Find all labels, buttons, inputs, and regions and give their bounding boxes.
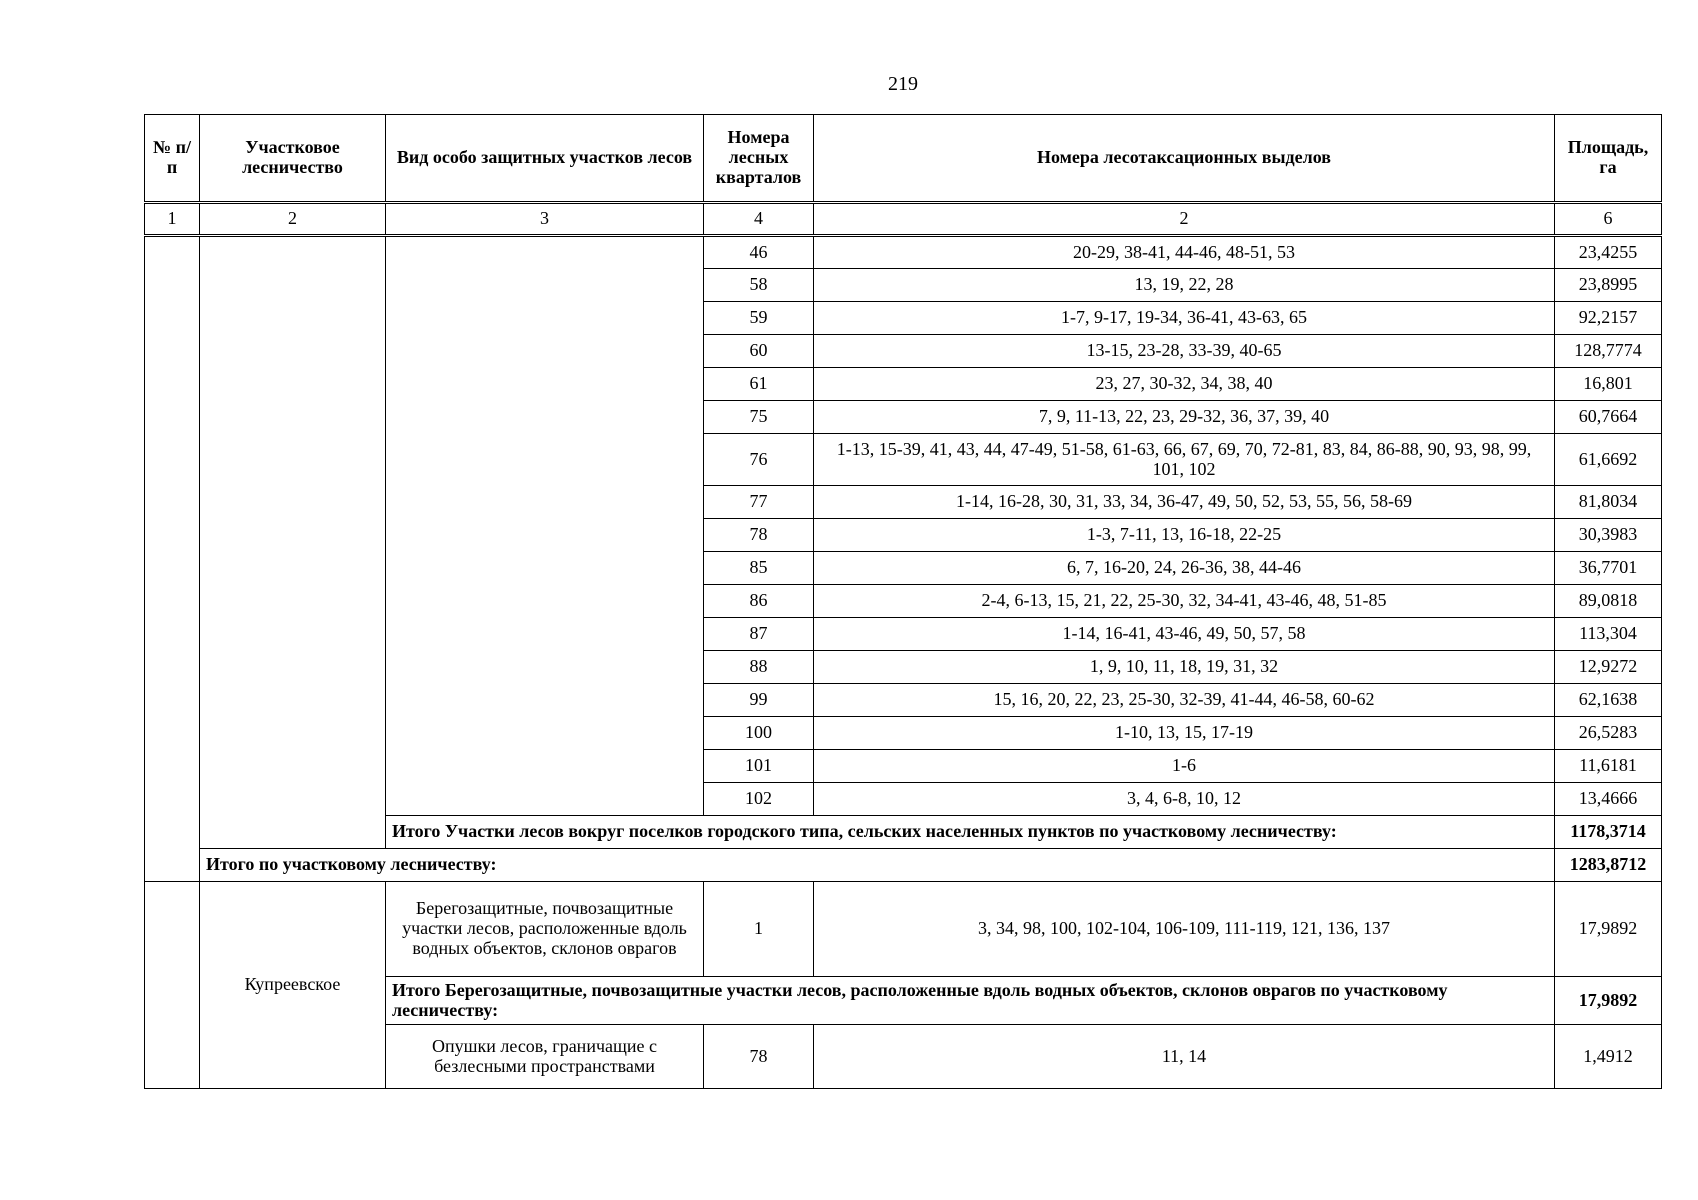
column-number-row <box>145 203 1662 236</box>
header-plots: Номера лесотаксационных выделов <box>814 115 1555 203</box>
plots-cell: 3, 34, 98, 100, 102-104, 106-109, 111-119, 121, 136, 137 <box>814 882 1555 977</box>
area-cell: 92,2157 <box>1555 302 1662 335</box>
area-cell: 26,5283 <box>1555 717 1662 750</box>
column-number: 2 <box>814 203 1555 236</box>
area-cell: 23,4255 <box>1555 236 1662 269</box>
page-number: 219 <box>888 73 918 95</box>
district-total-label: Итого по участковому лесничеству: <box>200 849 1555 882</box>
plots-cell: 6, 7, 16-20, 24, 26-36, 38, 44-46 <box>814 552 1555 585</box>
district-total-row <box>145 849 1662 882</box>
plots-cell: 1-13, 15-39, 41, 43, 44, 47-49, 51-58, 61-63, 66, 67, 69, 70, 72-81, 83, 84, 86-88, 90, 93, 98, 99, 101, 102 <box>814 434 1555 486</box>
quarter-cell: 76 <box>704 434 814 486</box>
table-header-row <box>145 115 1662 203</box>
header-number: № п/п <box>145 115 200 203</box>
table-row <box>145 236 1662 269</box>
quarter-cell: 60 <box>704 335 814 368</box>
plots-cell: 1-14, 16-28, 30, 31, 33, 34, 36-47, 49, 50, 52, 53, 55, 56, 58-69 <box>814 486 1555 519</box>
quarter-cell: 85 <box>704 552 814 585</box>
area-cell: 16,801 <box>1555 368 1662 401</box>
quarter-cell: 87 <box>704 618 814 651</box>
number-cell-empty <box>145 236 200 882</box>
area-cell: 17,9892 <box>1555 882 1662 977</box>
area-cell: 89,0818 <box>1555 585 1662 618</box>
protective-forest-table <box>144 114 1662 1089</box>
header-type: Вид особо защитных участков лесов <box>386 115 704 203</box>
plots-cell: 1-7, 9-17, 19-34, 36-41, 43-63, 65 <box>814 302 1555 335</box>
district-name: Купреевское <box>200 882 386 1089</box>
plots-cell: 15, 16, 20, 22, 23, 25-30, 32-39, 41-44, 46-58, 60-62 <box>814 684 1555 717</box>
plots-cell: 1-10, 13, 15, 17-19 <box>814 717 1555 750</box>
quarter-cell: 101 <box>704 750 814 783</box>
column-number: 6 <box>1555 203 1662 236</box>
type-cell: Опушки лесов, граничащие с безлесными пространствами <box>386 1025 704 1089</box>
district-cell-empty <box>200 236 386 849</box>
area-cell: 30,3983 <box>1555 519 1662 552</box>
area-cell: 128,7774 <box>1555 335 1662 368</box>
area-cell: 62,1638 <box>1555 684 1662 717</box>
area-cell: 1,4912 <box>1555 1025 1662 1089</box>
table-row <box>145 882 1662 977</box>
area-cell: 81,8034 <box>1555 486 1662 519</box>
district-total-value: 1283,8712 <box>1555 849 1662 882</box>
plots-cell: 3, 4, 6-8, 10, 12 <box>814 783 1555 816</box>
area-cell: 113,304 <box>1555 618 1662 651</box>
quarter-cell: 59 <box>704 302 814 335</box>
subtotal-label: Итого Берегозащитные, почвозащитные участки лесов, расположенные вдоль водных объектов, склонов оврагов по участковому лесничеству: <box>386 977 1555 1025</box>
plots-cell: 1-6 <box>814 750 1555 783</box>
header-district: Участковое лесничество <box>200 115 386 203</box>
plots-cell: 23, 27, 30-32, 34, 38, 40 <box>814 368 1555 401</box>
column-number: 4 <box>704 203 814 236</box>
area-cell: 23,8995 <box>1555 269 1662 302</box>
type-cell-empty <box>386 236 704 816</box>
area-cell: 11,6181 <box>1555 750 1662 783</box>
plots-cell: 13, 19, 22, 28 <box>814 269 1555 302</box>
plots-cell: 13-15, 23-28, 33-39, 40-65 <box>814 335 1555 368</box>
column-number: 3 <box>386 203 704 236</box>
area-cell: 13,4666 <box>1555 783 1662 816</box>
quarter-cell: 102 <box>704 783 814 816</box>
quarter-cell: 1 <box>704 882 814 977</box>
plots-cell: 1, 9, 10, 11, 18, 19, 31, 32 <box>814 651 1555 684</box>
plots-cell: 11, 14 <box>814 1025 1555 1089</box>
subtotal-label: Итого Участки лесов вокруг поселков городского типа, сельских населенных пунктов по участковому лесничеству: <box>386 816 1555 849</box>
quarter-cell: 88 <box>704 651 814 684</box>
area-cell: 61,6692 <box>1555 434 1662 486</box>
quarter-cell: 46 <box>704 236 814 269</box>
number-cell-empty <box>145 882 200 1089</box>
quarter-cell: 99 <box>704 684 814 717</box>
quarter-cell: 75 <box>704 401 814 434</box>
subtotal-value: 17,9892 <box>1555 977 1662 1025</box>
header-quarters: Номера лесных кварталов <box>704 115 814 203</box>
area-cell: 60,7664 <box>1555 401 1662 434</box>
quarter-cell: 78 <box>704 1025 814 1089</box>
column-number: 1 <box>145 203 200 236</box>
plots-cell: 1-3, 7-11, 13, 16-18, 22-25 <box>814 519 1555 552</box>
plots-cell: 1-14, 16-41, 43-46, 49, 50, 57, 58 <box>814 618 1555 651</box>
column-number: 2 <box>200 203 386 236</box>
area-cell: 12,9272 <box>1555 651 1662 684</box>
quarter-cell: 61 <box>704 368 814 401</box>
plots-cell: 2-4, 6-13, 15, 21, 22, 25-30, 32, 34-41, 43-46, 48, 51-85 <box>814 585 1555 618</box>
plots-cell: 7, 9, 11-13, 22, 23, 29-32, 36, 37, 39, 40 <box>814 401 1555 434</box>
quarter-cell: 78 <box>704 519 814 552</box>
subtotal-value: 1178,3714 <box>1555 816 1662 849</box>
plots-cell: 20-29, 38-41, 44-46, 48-51, 53 <box>814 236 1555 269</box>
quarter-cell: 100 <box>704 717 814 750</box>
quarter-cell: 77 <box>704 486 814 519</box>
quarter-cell: 86 <box>704 585 814 618</box>
quarter-cell: 58 <box>704 269 814 302</box>
type-cell: Берегозащитные, почвозащитные участки лесов, расположенные вдоль водных объектов, склонов оврагов <box>386 882 704 977</box>
header-area: Площадь, га <box>1555 115 1662 203</box>
area-cell: 36,7701 <box>1555 552 1662 585</box>
